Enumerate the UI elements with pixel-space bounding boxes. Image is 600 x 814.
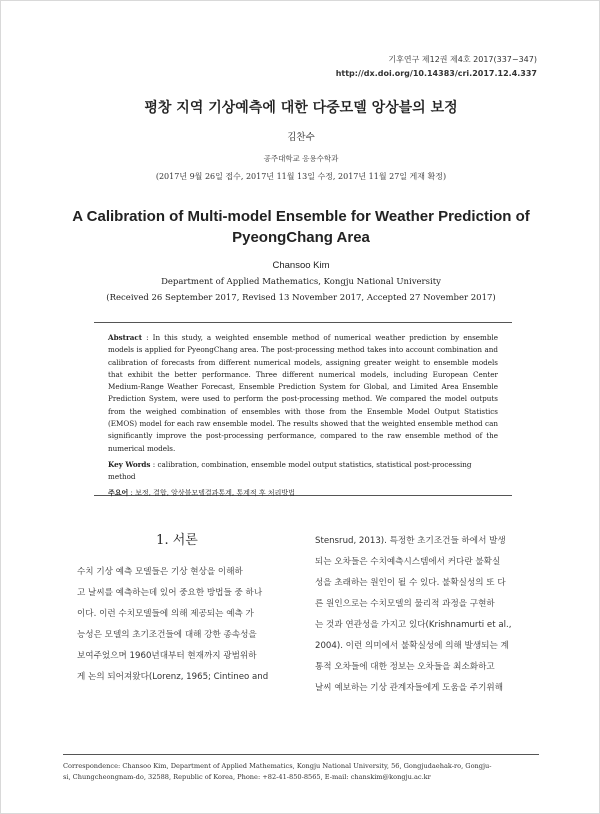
text-line: 게 논의 되어져왔다(Lorenz, 1965; Cintineo and (77, 672, 269, 682)
body-column-right (315, 531, 535, 699)
text-line: 통적 오차들에 대한 정보는 오차들을 최소화하고 (315, 662, 495, 672)
text-line: 2004). 이런 의미에서 불확실성에 의해 발생되는 계 (315, 641, 509, 651)
korean-affiliation: 공주대학교 응용수학과 (263, 154, 339, 163)
text-line: 되는 오차들은 수치예측시스템에서 커다란 불확실 (315, 557, 501, 567)
journal-citation: 기후연구 제12권 제4호 2017(337−347) (388, 55, 537, 64)
text-line: 이다. 이런 수치모델들에 의해 제공되는 예측 가 (77, 609, 254, 619)
english-title-line1: A Calibration of Multi-model Ensemble for Weather Prediction of (72, 208, 530, 225)
keywords-text: : calibration, combination, ensemble model output statistics, statistical post-processing method (108, 459, 472, 482)
korean-title: 평창 지역 기상예측에 대한 다중모델 앙상블의 보정 (144, 100, 458, 116)
abstract-text: : In this study, a weighted ensemble method of numerical weather prediction by ensemble models is applied for PyeongChang area. The post-processing method takes into account combination and calibration of forecasts from different numerical models, assigning greater weight to ensemble models that exhibit the better performance. Three different numerical models, including European Center Medium-Range Weather Forecast, Ensemble Prediction System for Global, and Limited Area Ensemble Prediction System, were used to perform the post-processing method. We compared the model outputs from the weighed combination of ensembles with those from the Ensemble Model Output Statistics (EMOS) model for each raw ensemble model. The results showed that the weighted ensemble method can significantly improve the post-processing performance, compared to the raw ensemble method of the numerical models. (108, 333, 498, 453)
keywords-label: Key Words (108, 459, 151, 469)
intro-paragraph (67, 562, 287, 688)
footnote-line: si, Chungcheongnam-do, 32588, Republic of Korea, Phone: +82-41-850-8565, E-mail: chanskim@kongju.ac.kr (63, 773, 431, 781)
korean-keywords-label: 주요어 (108, 488, 129, 497)
text-line: 는 것과 연관성을 가지고 있다(Krishnamurti et al., (315, 620, 512, 630)
text-line: 른 원인으로는 수치모델의 물리적 과정을 구현하 (315, 599, 495, 609)
keywords (108, 459, 498, 484)
section-heading: 1. 서론 (156, 533, 198, 548)
korean-author: 김찬수 (287, 132, 315, 143)
correspondence-footnote (63, 761, 539, 783)
english-dates: (Received 26 September 2017, Revised 13 November 2017, Accepted 27 November 2017) (106, 293, 496, 303)
text-line: 능성은 모델의 초기조건들에 대해 강한 종속성을 (77, 630, 257, 640)
footnote-divider (63, 754, 539, 755)
korean-keywords-text: : 보정, 결합, 앙상블모델결과통계, 통계적 후 처리방법 (128, 488, 295, 497)
korean-dates: (2017년 9월 26일 접수, 2017년 11월 13일 수정, 2017년 11월 27일 게재 확정) (155, 172, 447, 181)
english-affiliation: Department of Applied Mathematics, Kongju National University (161, 277, 441, 287)
footnote-line: Correspondence: Chansoo Kim, Department of Applied Mathematics, Kongju National University, 56, Gongjudaehak-ro, Gongju- (63, 762, 492, 770)
text-line: 성을 초래하는 원인이 될 수 있다. 불확실성의 또 다 (315, 578, 506, 588)
english-author: Chansoo Kim (272, 260, 330, 271)
abstract-label: Abstract (108, 333, 143, 342)
abstract (108, 332, 498, 455)
korean-keywords (108, 487, 498, 499)
body-column-left (67, 531, 287, 688)
text-line: 보여주었으며 1960년대부터 현재까지 광범위하 (77, 651, 257, 661)
english-title (61, 206, 541, 248)
text-line: 날씨 예보하는 기상 관계자들에게 도움을 주기위해 (315, 683, 503, 693)
text-line: 고 날씨를 예측하는데 있어 중요한 방법들 중 하나 (77, 588, 263, 598)
text-line: Stensrud, 2013). 특정한 초기조건들 하에서 발생 (315, 536, 506, 546)
english-title-line2: PyeongChang Area (232, 229, 370, 246)
doi-link[interactable]: http://dx.doi.org/10.14383/cri.2017.12.4.337 (335, 69, 537, 78)
text-line: 수치 기상 예측 모델들은 기상 현상을 이해하 (77, 567, 243, 577)
journal-header (336, 53, 537, 81)
abstract-box (94, 322, 512, 496)
